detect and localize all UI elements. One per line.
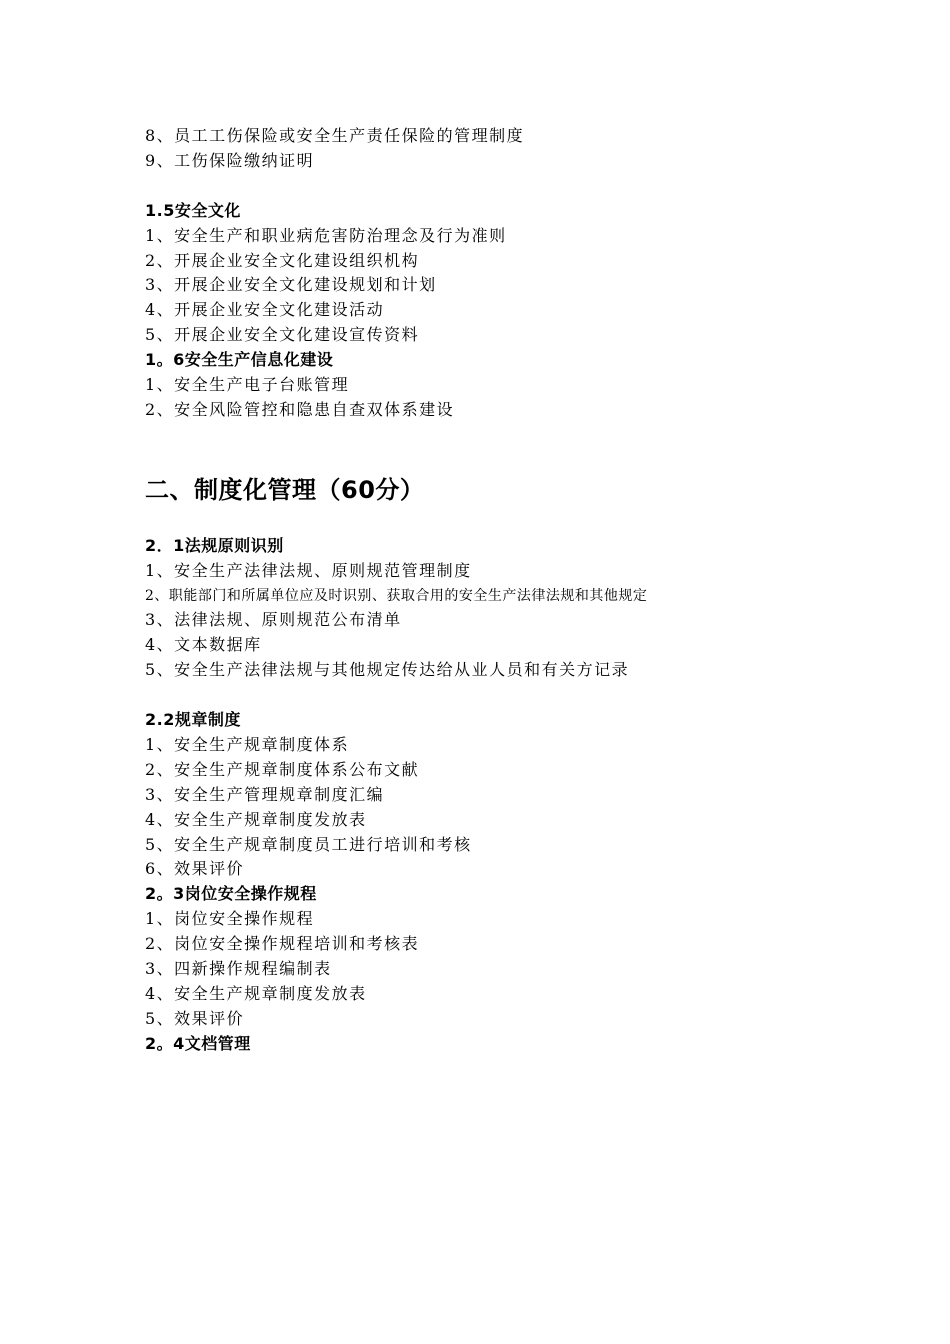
list-item: 4、文本数据库 xyxy=(145,635,262,655)
spacer xyxy=(145,423,905,472)
section-heading-1-6: 1。6安全生产信息化建设 xyxy=(145,350,334,370)
list-item: 1、安全生产和职业病危害防治理念及行为准则 xyxy=(145,225,507,245)
list-item: 5、开展企业安全文化建设宣传资料 xyxy=(145,325,420,345)
list-item: 4、开展企业安全文化建设活动 xyxy=(145,300,385,320)
document-page xyxy=(145,124,905,1057)
list-item: 8、员工工伤保险或安全生产责任保险的管理制度 xyxy=(145,126,525,145)
section-heading-2-2: 2.2规章制度 xyxy=(145,710,241,730)
section-heading-2-3: 2。3岗位安全操作规程 xyxy=(145,884,317,904)
spacer xyxy=(145,174,905,199)
list-item: 1、岗位安全操作规程 xyxy=(145,909,315,929)
list-item: 5、安全生产规章制度员工进行培训和考核 xyxy=(145,834,472,854)
list-item: 5、安全生产法律法规与其他规定传达给从业人员和有关方记录 xyxy=(145,660,630,680)
list-item: 4、安全生产规章制度发放表 xyxy=(145,809,367,829)
list-item: 3、安全生产管理规章制度汇编 xyxy=(145,784,385,804)
list-item: 2、安全生产规章制度体系公布文献 xyxy=(145,759,420,779)
list-item: 9、工伤保险缴纳证明 xyxy=(145,150,315,170)
list-item: 2、开展企业安全文化建设组织机构 xyxy=(145,250,420,270)
list-item: 2、安全风险管控和隐患自查双体系建设 xyxy=(145,399,455,419)
list-item: 1、安全生产电子台账管理 xyxy=(145,375,350,395)
list-item: 3、四新操作规程编制表 xyxy=(145,959,332,979)
spacer xyxy=(145,508,905,534)
section-heading-2-1: 2．1法规原则识别 xyxy=(145,535,284,555)
section-heading-1-5: 1.5安全文化 xyxy=(145,200,241,220)
list-item: 6、效果评价 xyxy=(145,859,245,879)
chapter-title: 二、制度化管理（60分） xyxy=(145,475,425,504)
spacer xyxy=(145,683,905,708)
list-item: 2、岗位安全操作规程培训和考核表 xyxy=(145,934,420,954)
list-item: 1、安全生产法律法规、原则规范管理制度 xyxy=(145,560,472,580)
list-item: 5、效果评价 xyxy=(145,1008,245,1028)
list-item: 3、法律法规、原则规范公布清单 xyxy=(145,610,402,630)
list-item: 3、开展企业安全文化建设规划和计划 xyxy=(145,275,437,295)
list-item: 2、职能部门和所属单位应及时识别、获取合用的安全生产法律法规和其他规定 xyxy=(145,587,648,604)
section-heading-2-4: 2。4文档管理 xyxy=(145,1033,251,1053)
list-item: 1、安全生产规章制度体系 xyxy=(145,735,350,755)
list-item: 4、安全生产规章制度发放表 xyxy=(145,983,367,1003)
